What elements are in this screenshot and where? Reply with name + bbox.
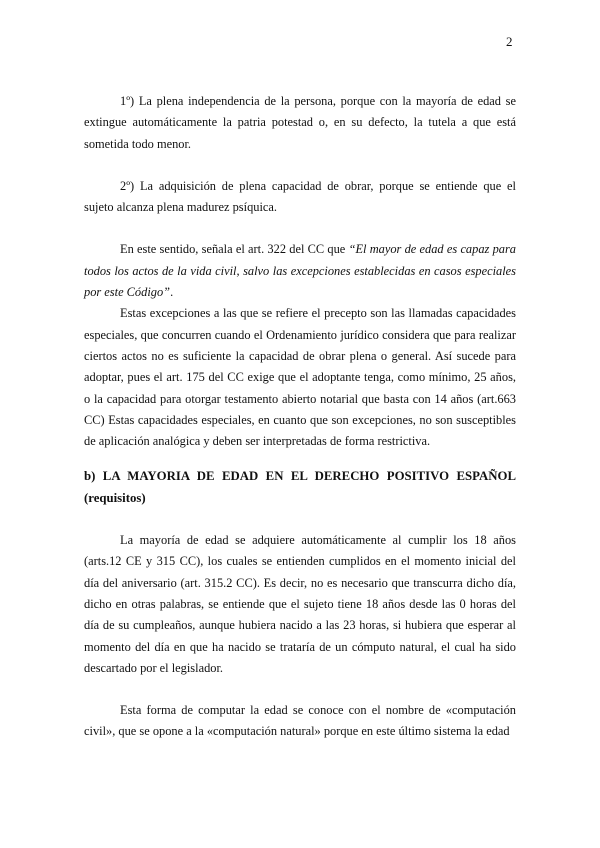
paragraph-special-capacities: Estas excepciones a las que se refiere el precepto son las llamadas capacidades especiales, que concurren cuando el Ordenamiento jurídico considera que para realizar ciertos actos no es suficiente la capacidad de obrar plena o general. Así sucede para adoptar, pues el art. 175 del CC exige que el adoptante tenga, como mínimo, 25 años, o la capacidad para otorgar testamento abierto notarial que basta con 14 años (art.663 CC) Estas capacidades especiales, en cuanto que son excepciones, no son susceptibles de aplicación analógica y deben ser interpretadas de forma restrictiva.: [84, 306, 516, 449]
paragraph-art-322-intro: En este sentido, señala el art. 322 del CC que: [120, 242, 349, 257]
paragraph-independence: 1º) La plena independencia de la persona, porque con la mayoría de edad se extingue automáticamente la patria potestad o, en su defecto, la tutela a que está sometida todo menor.: [84, 94, 516, 151]
paragraph-age-acquisition: La mayoría de edad se adquiere automáticamente al cumplir los 18 años (arts.12 CE y 315 CC), los cuales se entienden cumplidos en el momento inicial del día del aniversario (art. 315.2 CC). Es decir, no es necesario que transcurra dicho día, dicho en otras palabras, se entiende que el sujeto tiene 18 años desde las 0 horas del día de su cumpleaños, aunque hubiera nacido a las 23 horas, si hubiera que esperar al momento del día en que ha nacido se trataría de un cómputo natural, el cual ha sido descartado por el legislador.: [84, 533, 516, 675]
page-number: 2: [506, 34, 513, 49]
paragraph-art-322-end: .: [170, 285, 174, 300]
art-322-quote: “El mayor de edad es capaz para todos los actos de la vida civil, salvo las excepciones establecidas en casos especiales por este Código”: [84, 242, 516, 300]
document-body: [84, 91, 516, 743]
paragraph-capacity: 2º) La adquisición de plena capacidad de obrar, porque se entiende que el sujeto alcanza plena madurez psíquica.: [84, 178, 516, 215]
section-heading: b) LA MAYORIA DE EDAD EN EL DERECHO POSITIVO ESPAÑOL (requisitos): [84, 469, 516, 505]
paragraph-civil-computation: Esta forma de computar la edad se conoce con el nombre de «computación civil», que se opone a la «computación natural» porque en este último sistema la edad: [84, 703, 516, 739]
paragraph-art-322: [84, 239, 516, 303]
